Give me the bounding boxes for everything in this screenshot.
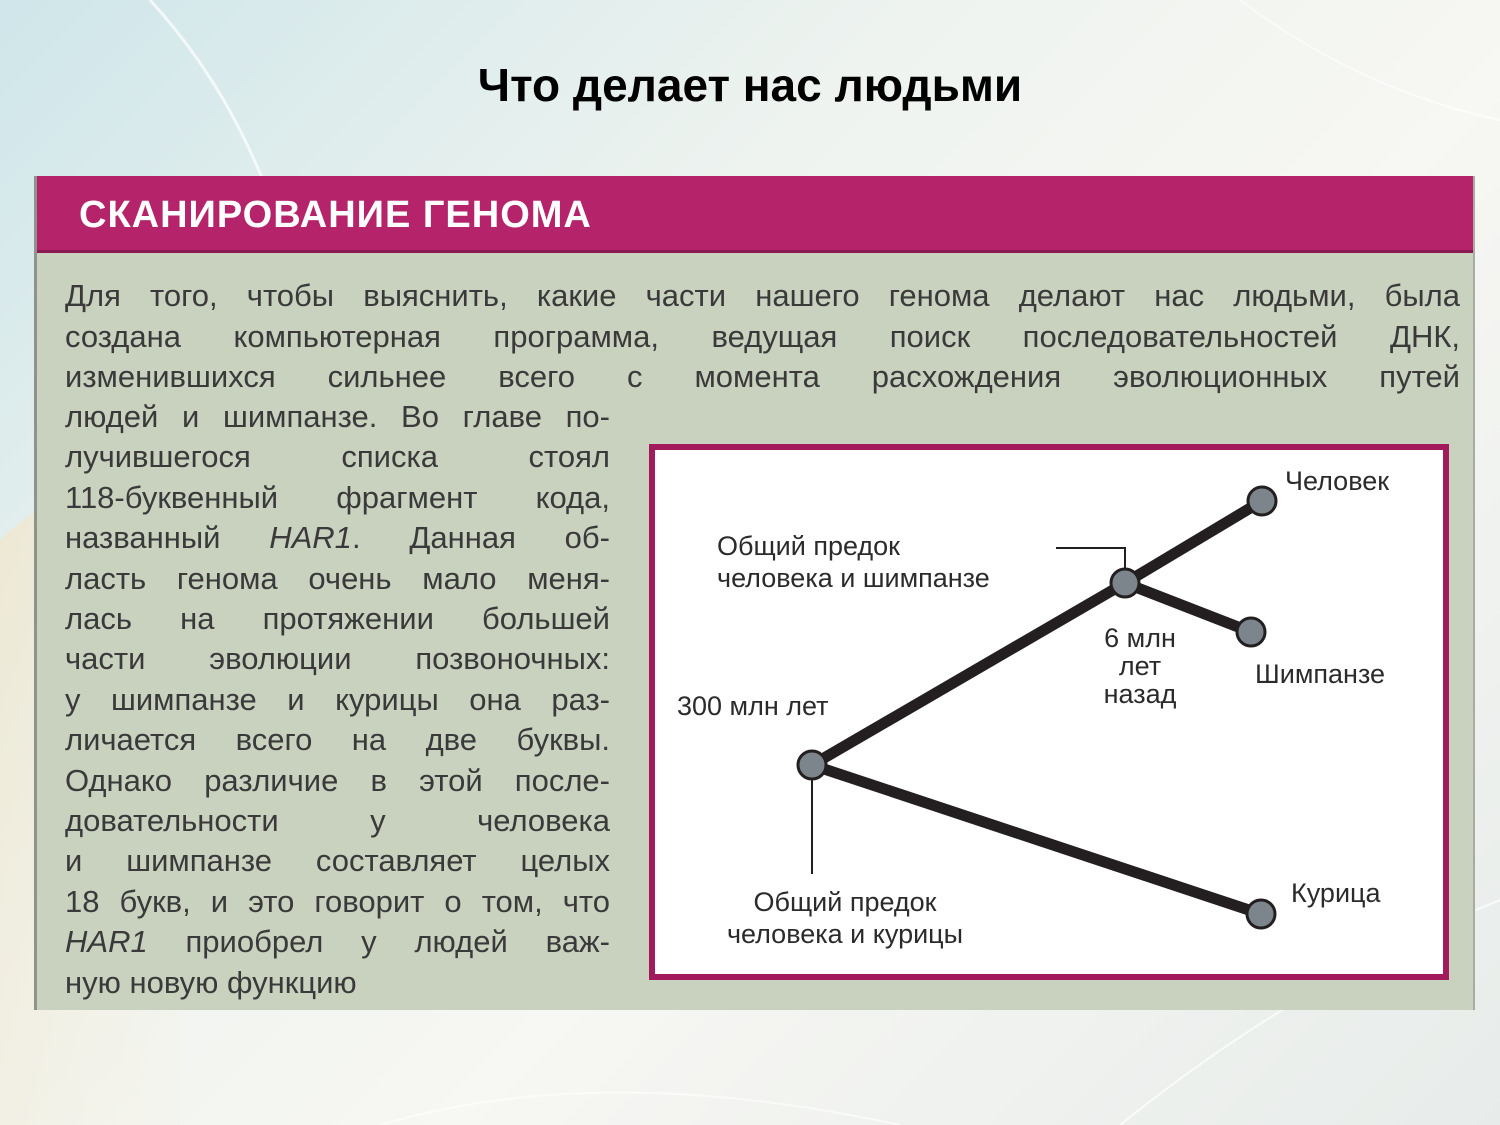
node-chicken — [1247, 900, 1275, 928]
label-line: человека и курицы — [726, 919, 964, 949]
slide-title: Что делает нас людьми — [477, 59, 1023, 111]
node-chimp — [1237, 618, 1265, 646]
label-ancestor-human-chicken — [695, 886, 995, 950]
text-line: и шимпанзе составляет целых — [65, 843, 610, 879]
text-line: лучившегося списка стоял — [65, 439, 610, 475]
text-line: довательности у человека — [65, 803, 610, 839]
text-line: 118-буквенный фрагмент кода, — [65, 479, 610, 515]
text-line: создана компьютерная программа, ведущая поиск последовательностей ДНК, — [65, 318, 1460, 354]
label-300-million-years: 300 млн лет — [677, 691, 829, 721]
genome-scan-card — [34, 176, 1475, 1010]
text-line: ную новую функцию — [65, 964, 357, 1000]
card-header-title: СКАНИРОВАНИЕ ГЕНОМА — [79, 194, 592, 236]
label-human: Человек — [1285, 466, 1390, 496]
label-line: лет — [1118, 651, 1162, 681]
phylogenetic-tree-diagram — [649, 444, 1449, 980]
text-line: Однако различие в этой после- — [65, 762, 610, 798]
intro-paragraph — [65, 276, 1460, 398]
label-line: Общий предок — [753, 887, 937, 917]
node-common-ancestor-chicken — [798, 751, 826, 779]
label-line: Общий предок — [717, 531, 900, 561]
branch-hc-to-human — [1125, 501, 1262, 583]
text-line: ласть генома очень мало меня- — [65, 560, 610, 596]
text-line: 18 букв, и это говорит о том, что — [65, 883, 610, 919]
node-human — [1248, 487, 1276, 515]
text-line: личается всего на две буквы. — [65, 722, 610, 758]
label-line: 6 млн — [1104, 623, 1176, 653]
label-chimp: Шимпанзе — [1255, 659, 1386, 689]
text-line: лась на протяжении большей — [65, 601, 610, 637]
card-header — [37, 176, 1473, 253]
label-chicken: Курица — [1291, 878, 1381, 908]
label-6-million-years-ago — [1075, 624, 1205, 708]
text-line: у шимпанзе и курицы она раз- — [65, 681, 610, 717]
text-line: части эволюции позвоночных: — [65, 641, 610, 677]
label-line: человека и шимпанзе — [717, 563, 990, 593]
text-line: HAR1 приобрел у людей важ- — [65, 924, 610, 960]
gene-name: HAR1 — [269, 520, 352, 556]
text-line: названный HAR1. Данная об- — [65, 520, 610, 556]
text-line: Для того, чтобы выяснить, какие части нашего генома делают нас людьми, была — [65, 278, 1460, 313]
column-paragraph — [65, 397, 610, 1003]
text-line: людей и шимпанзе. Во главе по- — [65, 399, 610, 434]
gene-name: HAR1 — [65, 924, 148, 960]
text-line: изменившихся сильнее всего с момента расхождения эволюционных путей — [65, 359, 1460, 394]
node-common-ancestor-chimp — [1111, 569, 1139, 597]
label-line: назад — [1103, 679, 1177, 709]
label-ancestor-human-chimp — [717, 530, 990, 594]
